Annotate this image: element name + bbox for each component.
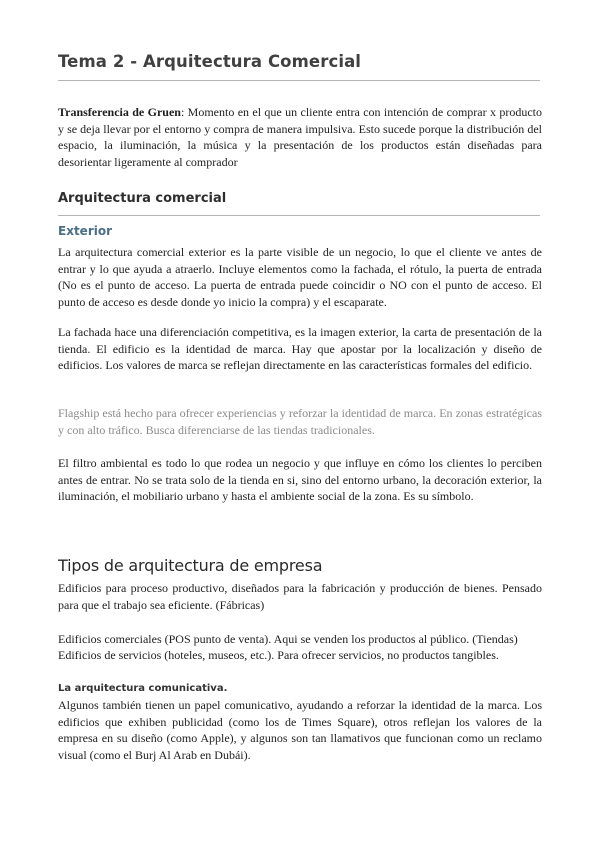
intro-text: : Momento en el que un cliente entra con intención de comprar x producto y se deja llevar por el entorno y compra de manera impulsiva. Esto sucede porque la distribución del espacio, la iluminación, la música y la presentación de los productos están diseñadas para desorientar ligeramente al comprador bbox=[58, 105, 542, 169]
fachada-paragraph: La fachada hace una diferenciación competitiva, es la imagen exterior, la carta de presentación de la tienda. El edificio es la identidad de marca. Hay que apostar por la localización y diseño de edificios. Los valores de marca se reflejan directamente en las características formales del edificio. bbox=[58, 325, 542, 373]
intro-paragraph bbox=[58, 104, 542, 170]
section-divider bbox=[58, 215, 540, 216]
subheading-comunicativa: La arquitectura comunicativa. bbox=[58, 683, 228, 694]
section-heading-arquitectura-comercial: Arquitectura comercial bbox=[58, 191, 227, 206]
filtro-ambiental-paragraph: El filtro ambiental es todo lo que rodea un negocio y que influye en cómo los clientes lo perciben antes de entrar. No se trata solo de la tienda en si, sino del entorno urbano, la decoración exterior, la iluminación, el mobiliario urbano y hasta el ambiente social de la zona. Es su símbolo. bbox=[58, 456, 542, 504]
intro-term: Transferencia de Gruen bbox=[58, 105, 181, 119]
tipos-servicios-line: Edificios de servicios (hoteles, museos, etc.). Para ofrecer servicios, no productos tangibles. bbox=[58, 648, 499, 662]
page-title: Tema 2 - Arquitectura Comercial bbox=[58, 52, 362, 71]
tipos-productivo-paragraph: Edificios para proceso productivo, diseñados para la fabricación y producción de bienes. Pensado para que el trabajo sea eficiente. (Fábricas) bbox=[58, 581, 542, 612]
subheading-exterior: Exterior bbox=[58, 224, 113, 238]
comunicativa-paragraph: Algunos también tienen un papel comunicativo, ayudando a reforzar la identidad de la marca. Los edificios que exhiben publicidad (como los de Times Square), otros reflejan los valores de la empresa en su diseño (como Apple), y algunos son tan llamativos que funcionan como un reclamo visual (como el Burj Al Arab en Dubái). bbox=[58, 698, 542, 762]
tipos-comerciales-line: Edificios comerciales (POS punto de venta). Aqui se venden los productos al público. (Tiendas) bbox=[58, 632, 518, 646]
section-heading-tipos: Tipos de arquitectura de empresa bbox=[58, 556, 323, 575]
exterior-paragraph: La arquitectura comercial exterior es la parte visible de un negocio, lo que el cliente ve antes de entrar y lo que ayuda a atraerlo. Incluye elementos como la fachada, el rótulo, la puerta de entrada (No es el punto de acceso. La puerta de entrada puede coincidir o NO con el punto de acceso. El punto de acceso es desde donde yo inicio la compra) y el escaparate. bbox=[58, 245, 542, 309]
title-divider bbox=[58, 80, 540, 81]
flagship-paragraph: Flagship está hecho para ofrecer experiencias y reforzar la identidad de marca. En zonas estratégicas y con alto tráfico. Busca diferenciarse de las tiendas tradicionales. bbox=[58, 406, 542, 437]
